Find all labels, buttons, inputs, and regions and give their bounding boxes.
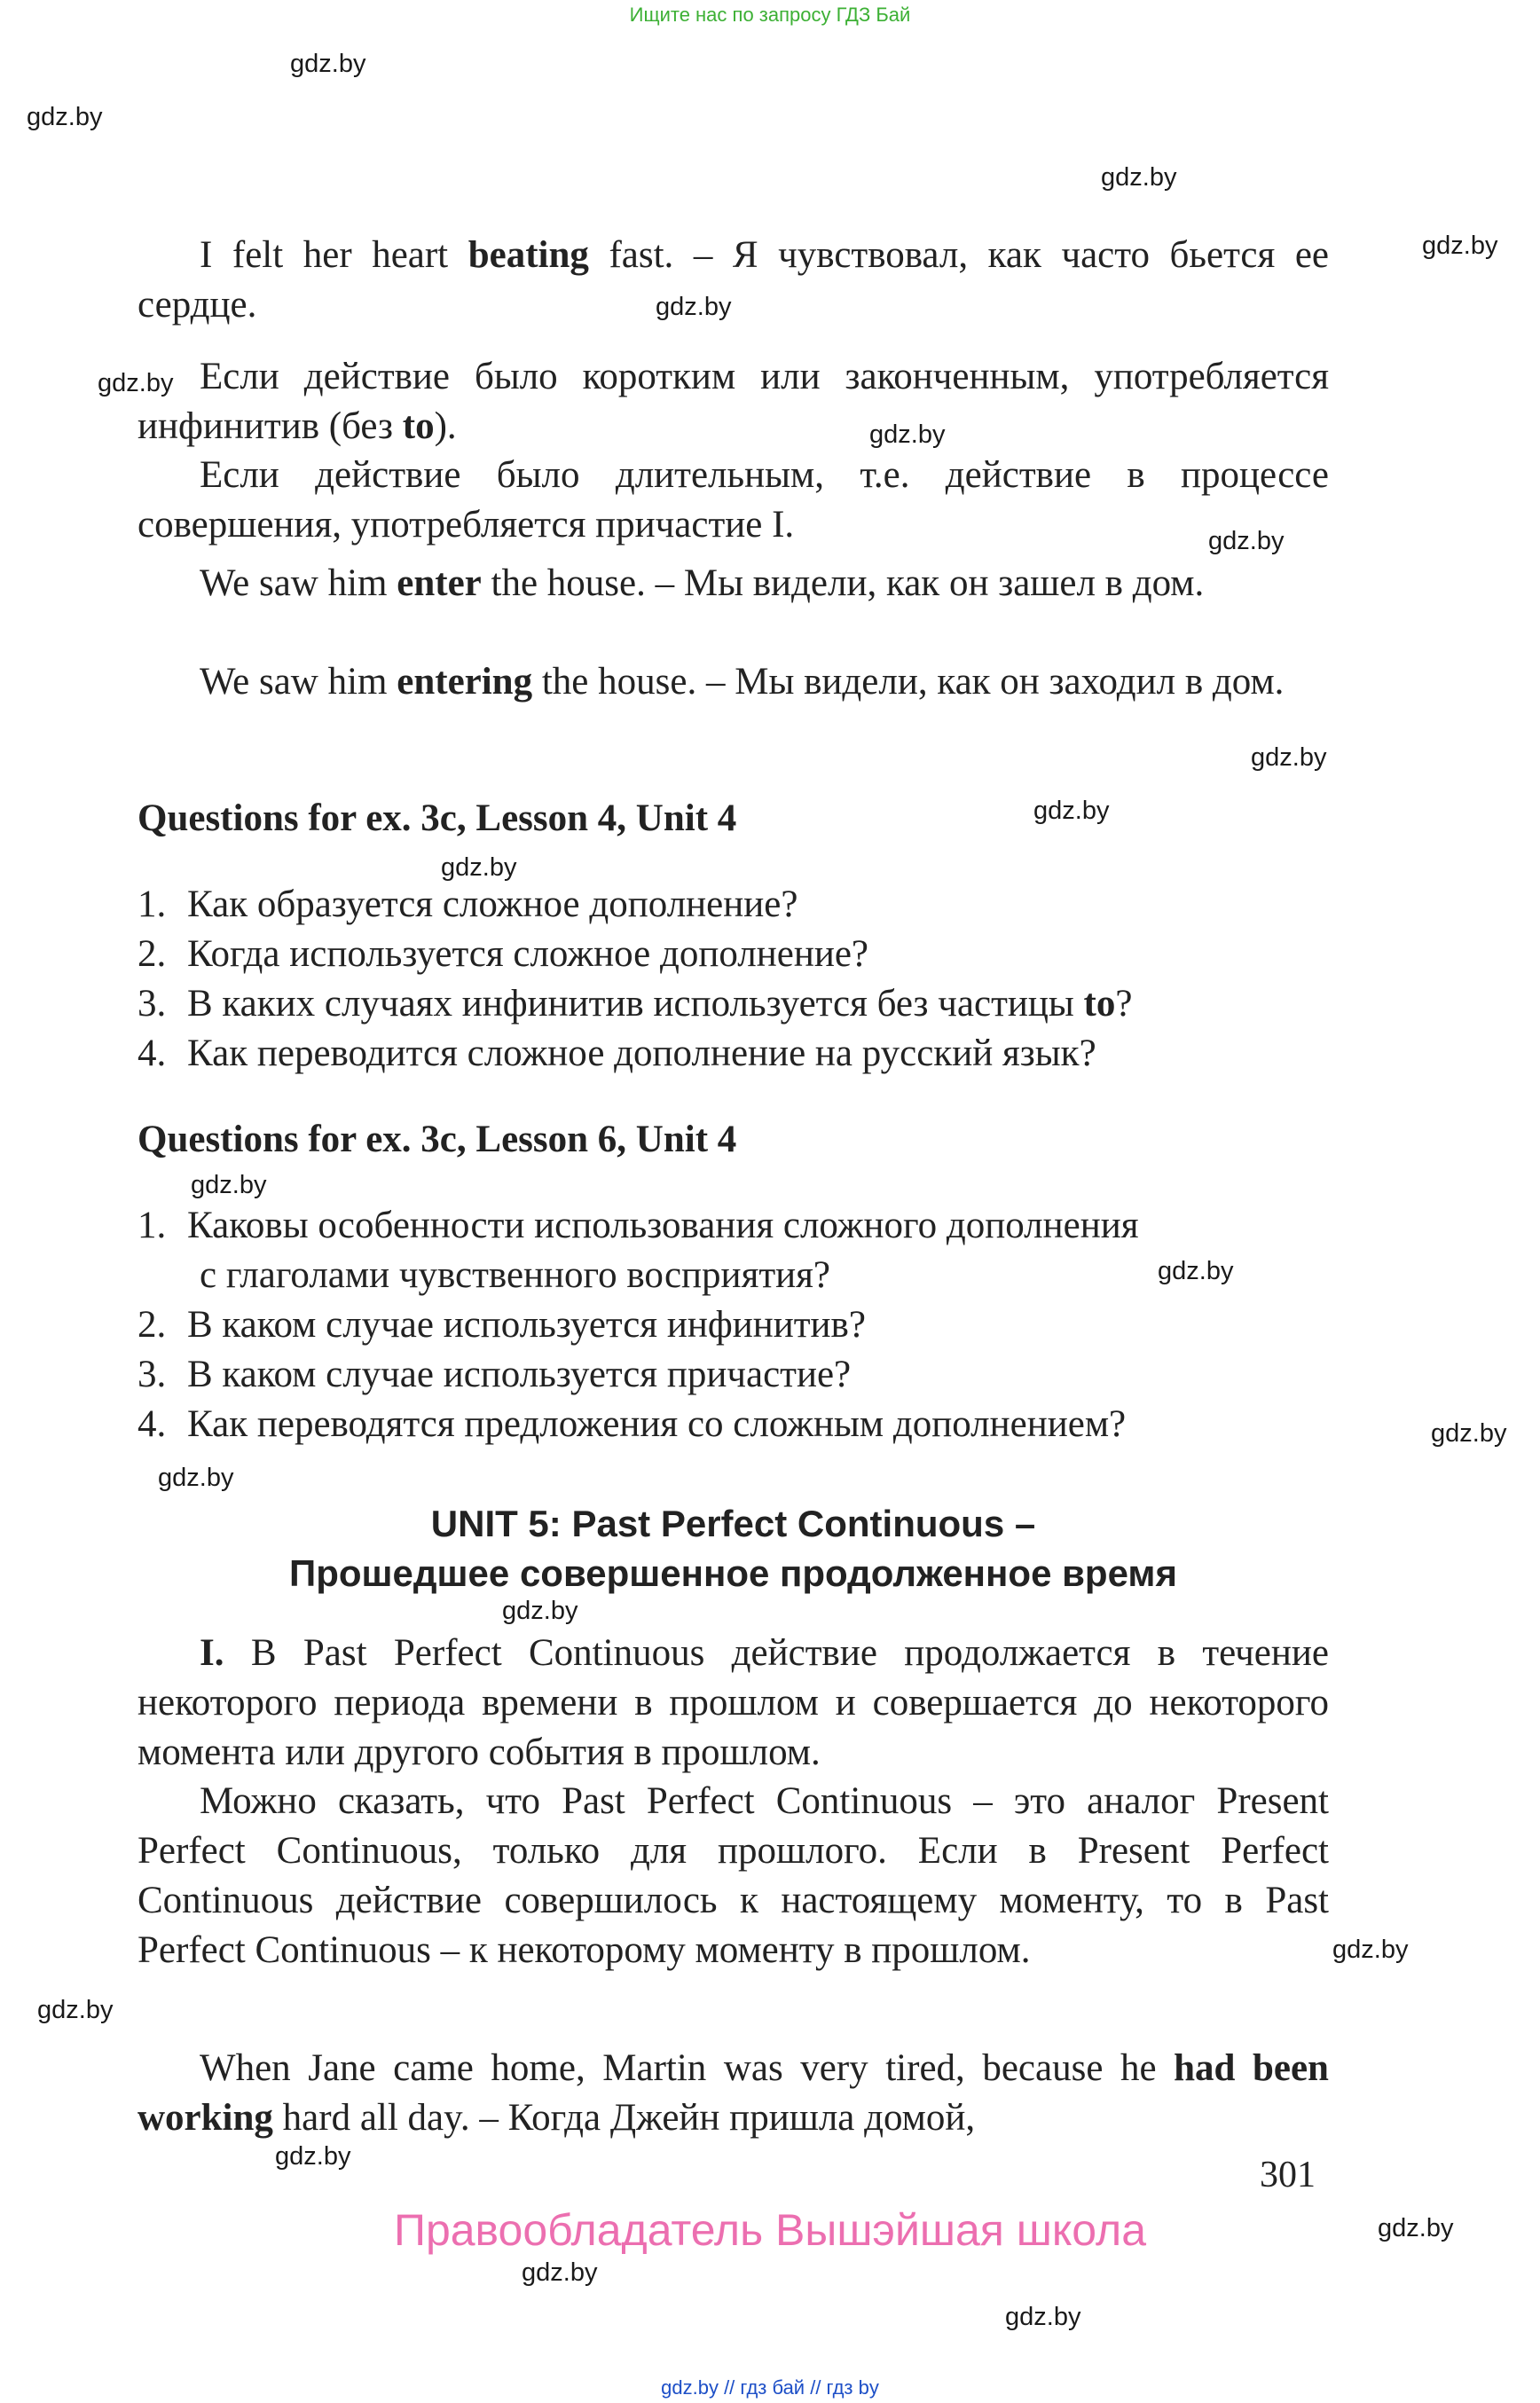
top-banner[interactable]: Ищите нас по запросу ГДЗ Бай (629, 4, 911, 26)
page-number: 301 (1260, 2155, 1316, 2195)
watermark: gdz.by (1208, 527, 1285, 555)
watermark: gdz.by (1431, 1419, 1507, 1448)
watermark: gdz.by (27, 103, 103, 131)
unit5-paragraph-2: Можно сказать, что Past Perfect Continuous – это аналог Present Perfect Continuous, только для прошлого. Если в Present Perfect Continuous действие совершилось к настоящему моменту, то в Past Perfect Continuous – к некоторому моменту в прошлом. (138, 1780, 1329, 1971)
watermark: gdz.by (1422, 232, 1498, 260)
unit5-paragraph-3: When Jane came home, Martin was very tired, because he had been working hard all day. – Когда Джейн пришла домой, (138, 2047, 1329, 2139)
watermark: gdz.by (1158, 1257, 1234, 1285)
unit-title: UNIT 5: Past Perfect Continuous – Прошедшее совершенное продолженное время (289, 1503, 1177, 1594)
watermark: gdz.by (1033, 797, 1110, 825)
watermark: gdz.by (1332, 1936, 1409, 1964)
footer-links[interactable]: gdz.by // гдз бай // гдз by (661, 2376, 879, 2399)
unit5-paragraph-1: I. В Past Perfect Continuous действие продолжается в течение некоторого периода времени в прошлом и совершается до некоторого момента или другого события в прошлом. (138, 1632, 1329, 1773)
watermark: gdz.by (98, 369, 174, 397)
watermark: gdz.by (191, 1171, 267, 1199)
list-item: 4. Как переводятся предложения со сложным дополнением? (138, 1403, 1127, 1445)
watermark: gdz.by (37, 1996, 114, 2024)
list-item: 2. Когда используется сложное дополнение? (138, 933, 869, 975)
list-item: 4. Как переводится сложное дополнение на русский язык? (138, 1033, 1096, 1074)
watermark: gdz.by (522, 2258, 598, 2287)
watermark: gdz.by (441, 853, 517, 882)
paragraph-entering: We saw him entering the house. – Мы видели, как он заходил в дом. (200, 661, 1285, 703)
questions-lesson4-heading: Questions for ex. 3c, Lesson 4, Unit 4 (138, 797, 737, 839)
watermark: gdz.by (1005, 2303, 1081, 2331)
list-item: 1. Каковы особенности использования сложного дополнения с глаголами чувственного восприятия? (138, 1205, 1139, 1296)
paragraph-short-action: Если действие было коротким или законченным, употребляется инфинитив (без to). (138, 356, 1329, 447)
watermark: gdz.by (656, 293, 732, 321)
paragraph-enter: We saw him enter the house. – Мы видели, как он зашел в дом. (200, 562, 1205, 604)
paragraph-beating: I felt her heart beating fast. – Я чувствовал, как часто бьется ее сердце. (138, 234, 1329, 326)
watermark: gdz.by (158, 1464, 234, 1492)
copyright-notice: Правообладатель Вышэйшая школа (394, 2205, 1146, 2255)
watermark: gdz.by (1101, 163, 1177, 192)
questions-lesson6-heading: Questions for ex. 3c, Lesson 6, Unit 4 (138, 1119, 737, 1160)
list-item: 3. В каких случаях инфинитив используется без частицы to? (138, 983, 1133, 1025)
watermark: gdz.by (290, 50, 366, 78)
watermark: gdz.by (1251, 743, 1327, 772)
list-item: 3. В каком случае используется причастие? (138, 1354, 852, 1395)
watermark: gdz.by (1378, 2214, 1454, 2242)
watermark: gdz.by (869, 420, 946, 449)
watermark: gdz.by (502, 1597, 578, 1625)
list-item: 1. Как образуется сложное дополнение? (138, 883, 798, 925)
watermark: gdz.by (275, 2142, 351, 2171)
list-item: 2. В каком случае используется инфинитив? (138, 1304, 866, 1346)
paragraph-long-action: Если действие было длительным, т.е. действие в процессе совершения, употребляется причастие I. (138, 454, 1329, 546)
